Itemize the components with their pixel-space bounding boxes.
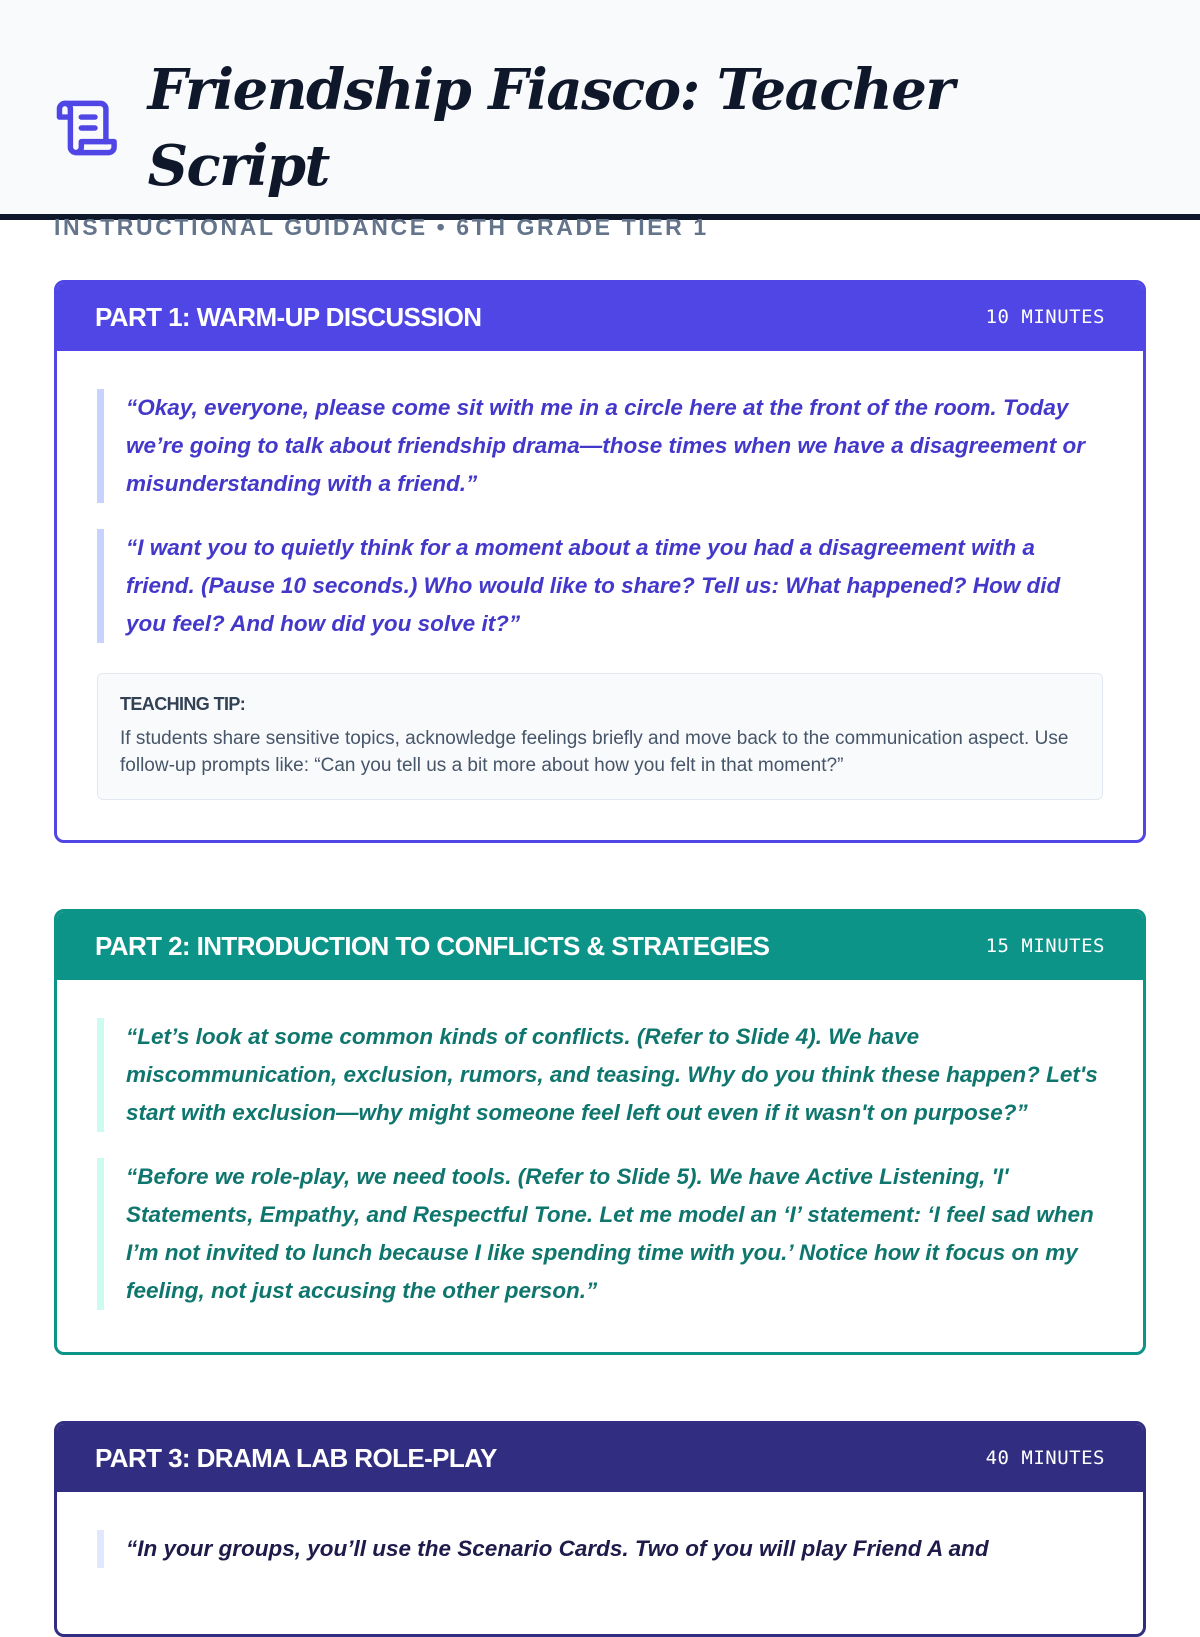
page-title: Friendship Fiasco: Teacher Script xyxy=(147,57,954,199)
part-3-title: PART 3: DRAMA LAB ROLE-PLAY xyxy=(95,1442,497,1473)
part-1-header xyxy=(57,283,1143,351)
page-subtitle: INSTRUCTIONAL GUIDANCE • 6TH GRADE TIER 1 xyxy=(54,214,709,240)
teaching-tip-text: If students share sensitive topics, acknowledge feelings briefly and move back to the communication aspect. Use follow-up prompts like: “Can you tell us a bit more about how you felt in that moment?” xyxy=(120,728,1069,776)
part-2-title: PART 2: INTRODUCTION TO CONFLICTS & STRATEGIES xyxy=(95,930,770,961)
part-2-duration: 15 MINUTES xyxy=(985,935,1105,957)
part-2-header xyxy=(57,912,1143,980)
part-1-card xyxy=(54,280,1146,843)
teaching-tip-label: TEACHING TIP: xyxy=(120,694,246,714)
script-quote: “I want you to quietly think for a moment about a time you had a disagreement with a friend. (Pause 10 seconds.) Who would like to share? Tell us: What happened? How did you feel? And how did you solve it?” xyxy=(97,529,1103,643)
script-quote: “In your groups, you’ll use the Scenario Cards. Two of you will play Friend A and xyxy=(97,1530,1103,1568)
page-header xyxy=(0,0,1200,240)
part-2-body xyxy=(57,980,1143,1352)
script-quote: “Okay, everyone, please come sit with me in a circle here at the front of the room. Today we’re going to talk about friendship drama—those times when we have a disagreement or misunderstanding with a friend.” xyxy=(97,389,1103,503)
script-quote: “Let’s look at some common kinds of conflicts. (Refer to Slide 4). We have miscommunication, exclusion, rumors, and teasing. Why do you think these happen? Let's start with exclusion—why might someone feel left out even if it wasn't on purpose?” xyxy=(97,1018,1103,1132)
title-row xyxy=(54,52,1146,204)
script-content xyxy=(0,220,1200,1637)
part-2-card xyxy=(54,909,1146,1355)
part-3-duration: 40 MINUTES xyxy=(985,1447,1105,1469)
part-1-body xyxy=(57,351,1143,840)
scroll-icon xyxy=(54,95,120,161)
part-1-title: PART 1: WARM-UP DISCUSSION xyxy=(95,301,482,332)
teaching-tip xyxy=(97,673,1103,800)
script-quote: “Before we role-play, we need tools. (Refer to Slide 5). We have Active Listening, 'I' Statements, Empathy, and Respectful Tone. Let me model an ‘I’ statement: ‘I feel sad when I’m not invited to lunch because I like spending time with you.’ Notice how it focus on my feeling, not just accusing the other person.” xyxy=(97,1158,1103,1310)
part-1-duration: 10 MINUTES xyxy=(985,306,1105,328)
part-3-header xyxy=(57,1424,1143,1492)
part-3-body xyxy=(57,1492,1143,1634)
part-3-card xyxy=(54,1421,1146,1637)
